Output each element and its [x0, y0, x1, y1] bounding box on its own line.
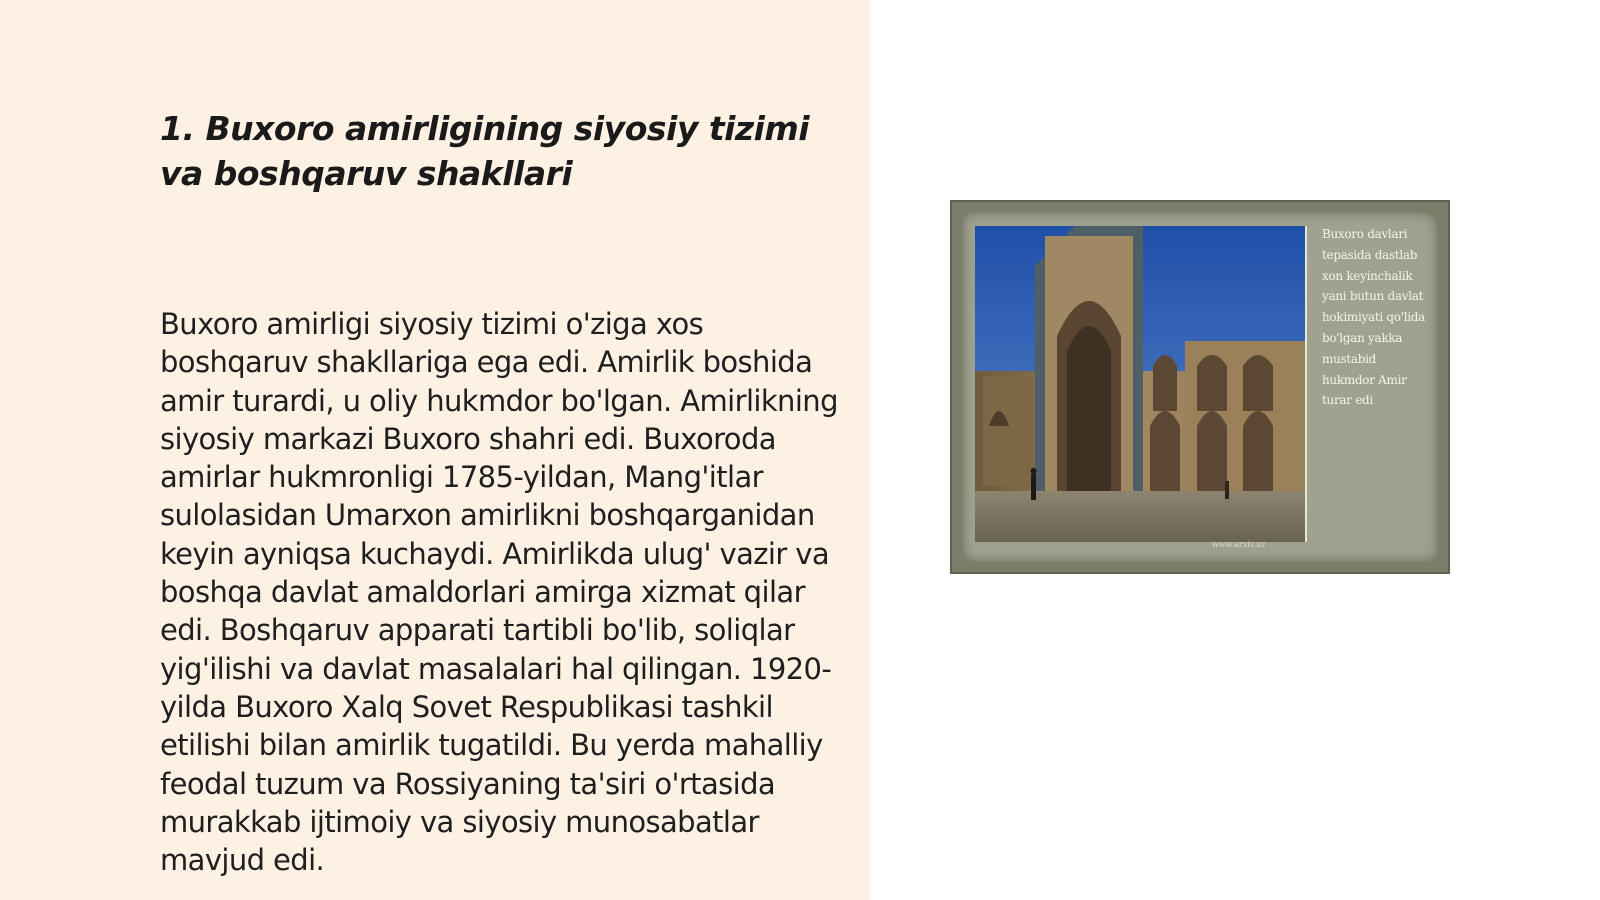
madrasa-image-frame	[950, 200, 1450, 574]
image-card	[962, 212, 1438, 562]
madrasa-photo	[975, 226, 1307, 542]
slide-title: 1. Buxoro amirligining siyosiy tizimi va boshqaruv shakllari	[160, 109, 810, 193]
image-watermark: www.arxiv.uz	[1212, 540, 1266, 549]
image-caption: Buxoro davlari tepasida dastlab xon keyinchalik yani butun davlat hokimiyati qo'lida bo'lgan yakka mustabid hukmdor Amir turar edi	[1322, 227, 1426, 408]
slide-body-text: Buxoro amirligi siyosiy tizimi o'ziga xos boshqaruv shakllariga ega edi. Amirlik boshida amir turardi, u oliy hukmdor bo'lgan. Amirlikning siyosiy markazi Buxoro shahri edi. Buxoroda amirlar hukmronligi 1785-yildan, Mang'itlar sulolasidan Umarxon amirlikni boshqarganidan keyin ayniqsa kuchaydi. Amirlikda ulug' vazir va boshqa davlat amaldorlari amirga xizmat qilar edi. Boshqaruv apparati tartibli bo'lib, soliqlar yig'ilishi va davlat masalalari hal qilingan. 1920-yilda Buxoro Xalq Sovet Respublikasi tashkil etilishi bilan amirlik tugatildi. Bu yerda mahalliy feodal tuzum va Rossiyaning ta'siri o'rtasida murakkab ijtimoiy va siyosiy munosabatlar mavjud edi.	[160, 307, 838, 878]
